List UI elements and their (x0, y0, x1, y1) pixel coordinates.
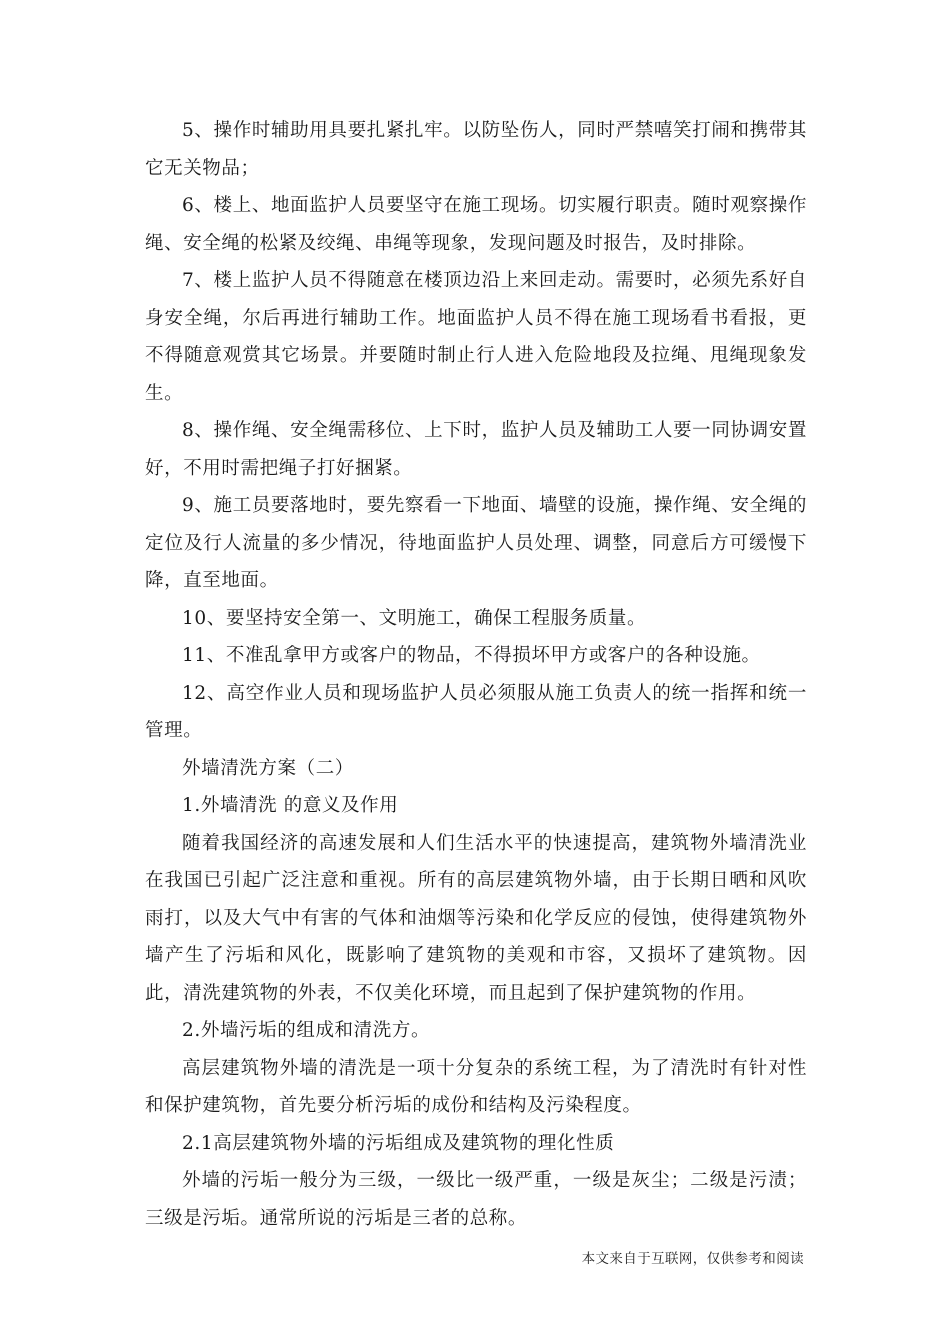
paragraph: 高层建筑物外墙的清洗是一项十分复杂的系统工程，为了清洗时有针对性和保护建筑物，首先要分析污垢的成份和结构及污染程度。 (145, 1057, 807, 1116)
footer-note: 本文来自于互联网，仅供参考和阅读 (581, 1251, 804, 1267)
paragraph: 5、操作时辅助用具要扎紧扎牢。以防坠伤人，同时严禁嘻笑打闹和携带其它无关物品； (145, 120, 807, 179)
paragraph: 12、高空作业人员和现场监护人员必须服从施工负责人的统一指挥和统一管理。 (145, 682, 807, 741)
paragraph: 外墙的污垢一般分为三级，一级比一级严重，一级是灰尘；二级是污渍；三级是污垢。通常所说的污垢是三者的总称。 (145, 1170, 807, 1229)
subsection-heading: 2.1高层建筑物外墙的污垢组成及建筑物的理化性质 (182, 1132, 615, 1154)
paragraph: 10、要坚持安全第一、文明施工，确保工程服务质量。 (182, 607, 647, 629)
subsection-heading: 2.外墙污垢的组成和清洗方。 (182, 1020, 431, 1041)
paragraph: 6、楼上、地面监护人员要坚守在施工现场。切实履行职责。随时观察操作绳、安全绳的松紧及绞绳、串绳等现象，发现问题及时报告，及时排除。 (145, 195, 807, 254)
paragraph: 随着我国经济的高速发展和人们生活水平的快速提高，建筑物外墙清洗业在我国已引起广泛注意和重视。所有的高层建筑物外墙，由于长期日晒和风吹雨打，以及大气中有害的气体和油烟等污染和化学反应的侵蚀，使得建筑物外墙产生了污垢和风化，既影响了建筑物的美观和市容，又损坏了建筑物。因此，清洗建筑物的外表，不仅美化环境，而且起到了保护建筑物的作用。 (145, 832, 807, 1004)
paragraph: 7、楼上监护人员不得随意在楼顶边沿上来回走动。需要时，必须先系好自身安全绳，尔后再进行辅助工作。地面监护人员不得在施工现场看书看报，更不得随意观赏其它场景。并要随时制止行人进入危险地段及拉绳、甩绳现象发生。 (145, 270, 807, 404)
paragraph: 9、施工员要落地时，要先察看一下地面、墙壁的设施，操作绳、安全绳的定位及行人流量的多少情况，待地面监护人员处理、调整，同意后方可缓慢下降，直至地面。 (145, 495, 807, 591)
document-body (145, 112, 807, 1237)
paragraph: 11、不准乱拿甲方或客户的物品，不得损坏甲方或客户的各种设施。 (182, 645, 761, 666)
paragraph: 8、操作绳、安全绳需移位、上下时，监护人员及辅助工人要一同协调安置好，不用时需把绳子打好捆紧。 (145, 420, 807, 479)
section-heading: 外墙清洗方案（二） (182, 757, 354, 779)
subsection-heading: 1.外墙清洗 的意义及作用 (182, 795, 399, 816)
